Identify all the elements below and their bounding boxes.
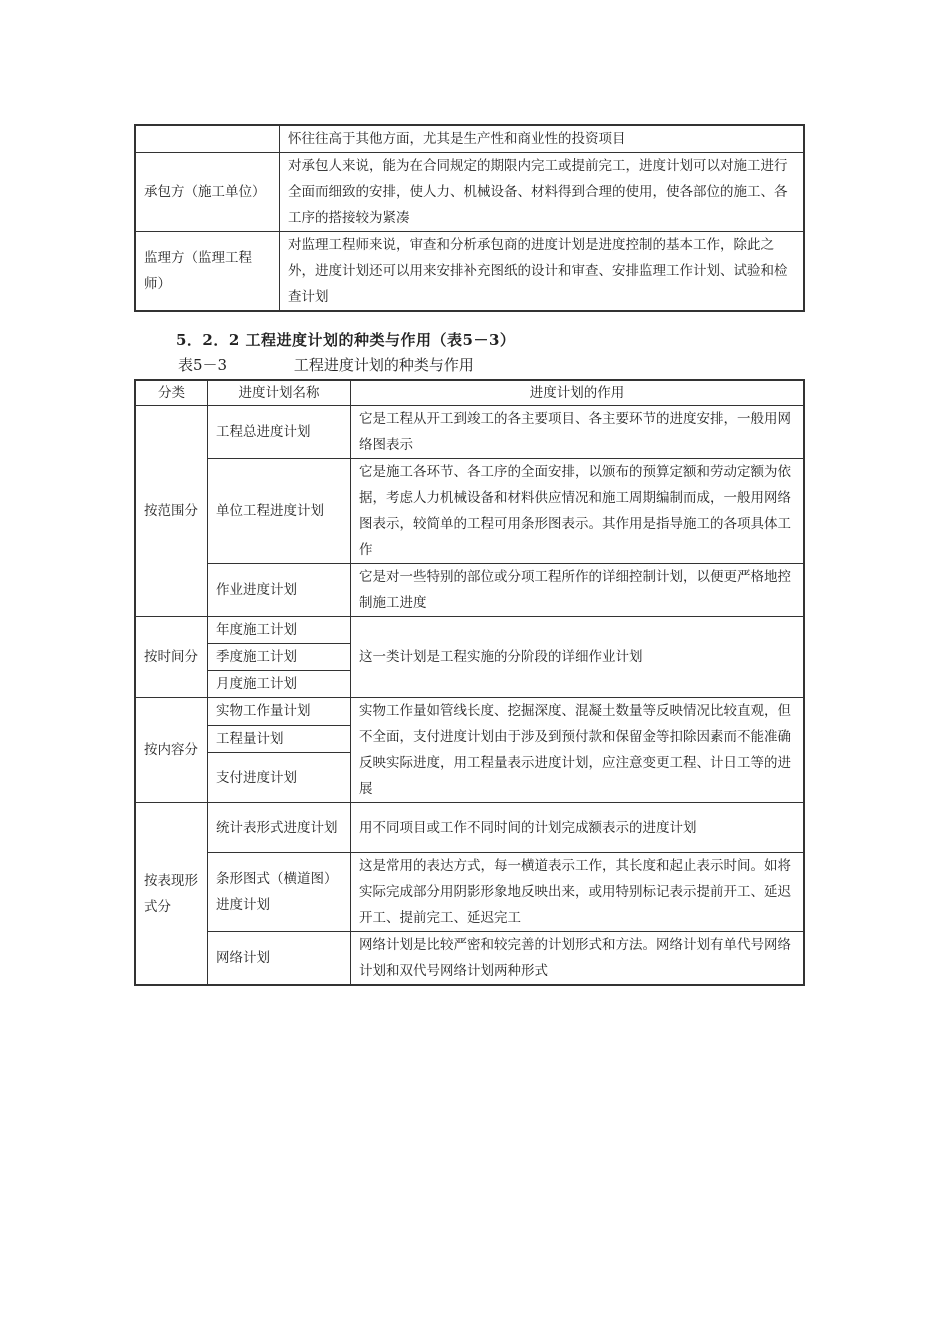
plan-effect-cell: 它是施工各环节、各工序的全面安排，以颁布的预算定额和劳动定额为依据，考虑人力机械设备和材料供应情况和施工周期编制而成，一般用网络图表示，较简单的工程可用条形图表示。其作用是指导施工的各项具体工作 <box>351 459 805 564</box>
party-cell: 监理方（监理工程师） <box>135 232 280 312</box>
plan-types-table <box>134 379 805 986</box>
plan-name-cell: 单位工程进度计划 <box>208 459 351 564</box>
plan-effect-cell: 用不同项目或工作不同时间的计划完成额表示的进度计划 <box>351 803 805 853</box>
description-cell: 怀往往高于其他方面，尤其是生产性和商业性的投资项目 <box>280 125 805 153</box>
table-row <box>135 406 804 459</box>
plan-effect-cell: 这一类计划是工程实施的分阶段的详细作业计划 <box>351 617 805 698</box>
category-cell: 按内容分 <box>135 698 208 803</box>
plan-name-cell: 工程量计划 <box>208 725 351 753</box>
plan-name-cell: 统计表形式进度计划 <box>208 803 351 853</box>
category-cell: 按表现形式分 <box>135 803 208 986</box>
party-cell: 承包方（施工单位） <box>135 153 280 232</box>
table-row <box>135 932 804 986</box>
plan-name-cell: 月度施工计划 <box>208 671 351 698</box>
caption-title: 工程进度计划的种类与作用 <box>293 356 474 374</box>
plan-name-cell: 网络计划 <box>208 932 351 986</box>
header-plan-name: 进度计划名称 <box>208 380 351 406</box>
plan-effect-cell: 网络计划是比较严密和较完善的计划形式和方法。网络计划有单代号网络计划和双代号网络计划两种形式 <box>351 932 805 986</box>
header-category: 分类 <box>135 380 208 406</box>
plan-effect-cell: 这是常用的表达方式，每一横道表示工作，其长度和起止表示时间。如将实际完成部分用阴影形象地反映出来，或用特别标记表示提前开工、延迟开工、提前完工、延迟完工 <box>351 853 805 932</box>
party-cell <box>135 125 280 153</box>
plan-effect-cell: 它是对一些特别的部位或分项工程所作的详细控制计划，以便更严格地控制施工进度 <box>351 564 805 617</box>
table-row <box>135 853 804 932</box>
plan-name-cell: 支付进度计划 <box>208 753 351 803</box>
table-row <box>135 803 804 853</box>
table-row <box>135 232 804 312</box>
plan-name-cell: 工程总进度计划 <box>208 406 351 459</box>
plan-name-cell: 条形图式（横道图）进度计划 <box>208 853 351 932</box>
plan-effect-cell: 它是工程从开工到竣工的各主要项目、各主要环节的进度安排，一般用网络图表示 <box>351 406 805 459</box>
category-cell: 按时间分 <box>135 617 208 698</box>
table-row <box>135 617 804 644</box>
table-header-row <box>135 380 804 406</box>
header-plan-effect: 进度计划的作用 <box>351 380 805 406</box>
table-row <box>135 459 804 564</box>
table-row <box>135 125 804 153</box>
table-row <box>135 698 804 726</box>
table-row <box>135 153 804 232</box>
plan-effect-cell: 实物工作量如管线长度、挖掘深度、混凝土数量等反映情况比较直观，但不全面，支付进度计划由于涉及到预付款和保留金等扣除因素而不能准确反映实际进度，用工程量表示进度计划，应注意变更工程、计日工等的进展 <box>351 698 805 803</box>
plan-name-cell: 年度施工计划 <box>208 617 351 644</box>
party-role-table <box>134 124 805 312</box>
plan-name-cell: 实物工作量计划 <box>208 698 351 726</box>
table-row <box>135 564 804 617</box>
description-cell: 对监理工程师来说，审查和分析承包商的进度计划是进度控制的基本工作，除此之外，进度计划还可以用来安排补充图纸的设计和审查、安排监理工作计划、试验和检查计划 <box>280 232 805 312</box>
caption-number: 表5－3 <box>178 356 228 374</box>
table-caption <box>178 354 474 375</box>
category-cell: 按范围分 <box>135 406 208 617</box>
description-cell: 对承包人来说，能为在合同规定的期限内完工或提前完工，进度计划可以对施工进行全面而细致的安排，使人力、机械设备、材料得到合理的使用，使各部位的施工、各工序的搭接较为紧凑 <box>280 153 805 232</box>
plan-name-cell: 作业进度计划 <box>208 564 351 617</box>
plan-name-cell: 季度施工计划 <box>208 644 351 671</box>
section-heading: 5．2．2 工程进度计划的种类与作用（表5－3） <box>176 331 516 349</box>
